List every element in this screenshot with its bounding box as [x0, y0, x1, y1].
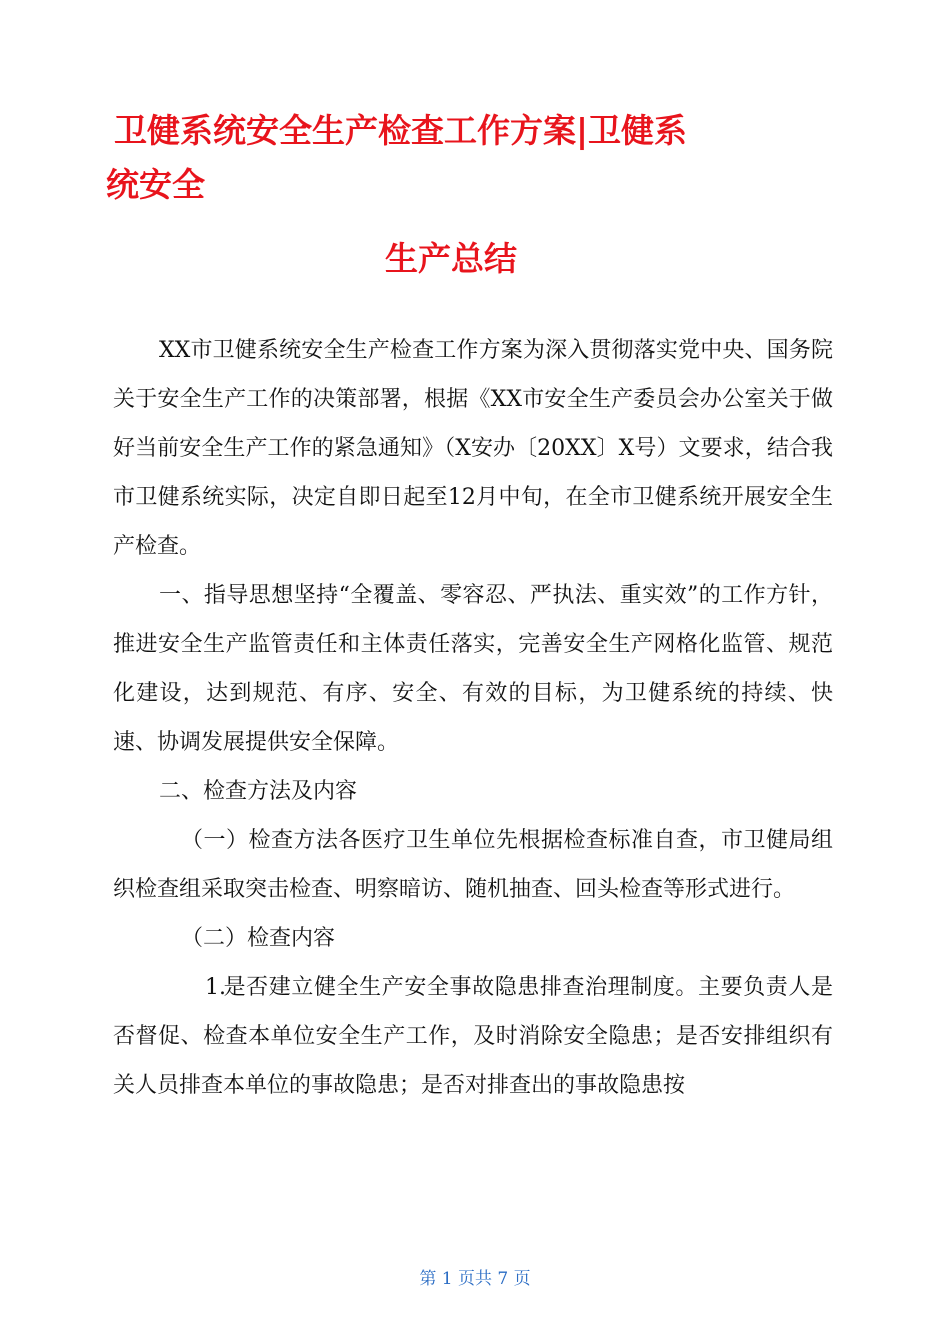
paragraph-intro: XX市卫健系统安全生产检查工作方案为深入贯彻落实党中央、国务院关于安全生产工作的决策部署，根据《XX市安全生产委员会办公室关于做好当前安全生产工作的紧急通知》（X安办〔20XX〕X号）文要求，结合我市卫健系统实际，决定自即日起至12月中旬，在全市卫健系统开展安全生产检查。 — [113, 338, 833, 559]
paragraph-check-method: （一）检查方法各医疗卫生单位先根据检查标准自查，市卫健局组织检查组采取突击检查、明察暗访、随机抽查、回头检查等形式进行。 — [113, 828, 833, 902]
title-line-2: 统安全 — [106, 165, 205, 204]
section-heading-methods: 二、检查方法及内容 — [159, 779, 358, 804]
document-title — [106, 104, 836, 286]
paragraph-guiding-thought: 一、指导思想坚持“全覆盖、零容忍、严执法、重实效”的工作方针，推进安全生产监管责任和主体责任落实，完善安全生产网格化监管、规范化建设，达到规范、有序、安全、有效的目标，为卫健系统的持续、快速、协调发展提供安全保障。 — [113, 583, 833, 755]
page-footer: 第 1 页共 7 页 — [419, 1269, 531, 1289]
subheading-check-content: （二）检查内容 — [181, 926, 336, 951]
list-item-1 — [113, 963, 833, 1110]
document-body — [113, 326, 833, 1110]
list-item-number: 1. — [205, 975, 226, 1000]
title-line-1: 卫健系统安全生产检查工作方案|卫健系 — [114, 111, 688, 150]
title-line-3: 生产总结 — [385, 239, 517, 278]
list-item-text: 是否建立健全生产安全事故隐患排查治理制度。主要负责人是否督促、检查本单位安全生产工作，及时消除安全隐患；是否安排组织有关人员排查本单位的事故隐患；是否对排查出的事故隐患按 — [113, 975, 833, 1098]
